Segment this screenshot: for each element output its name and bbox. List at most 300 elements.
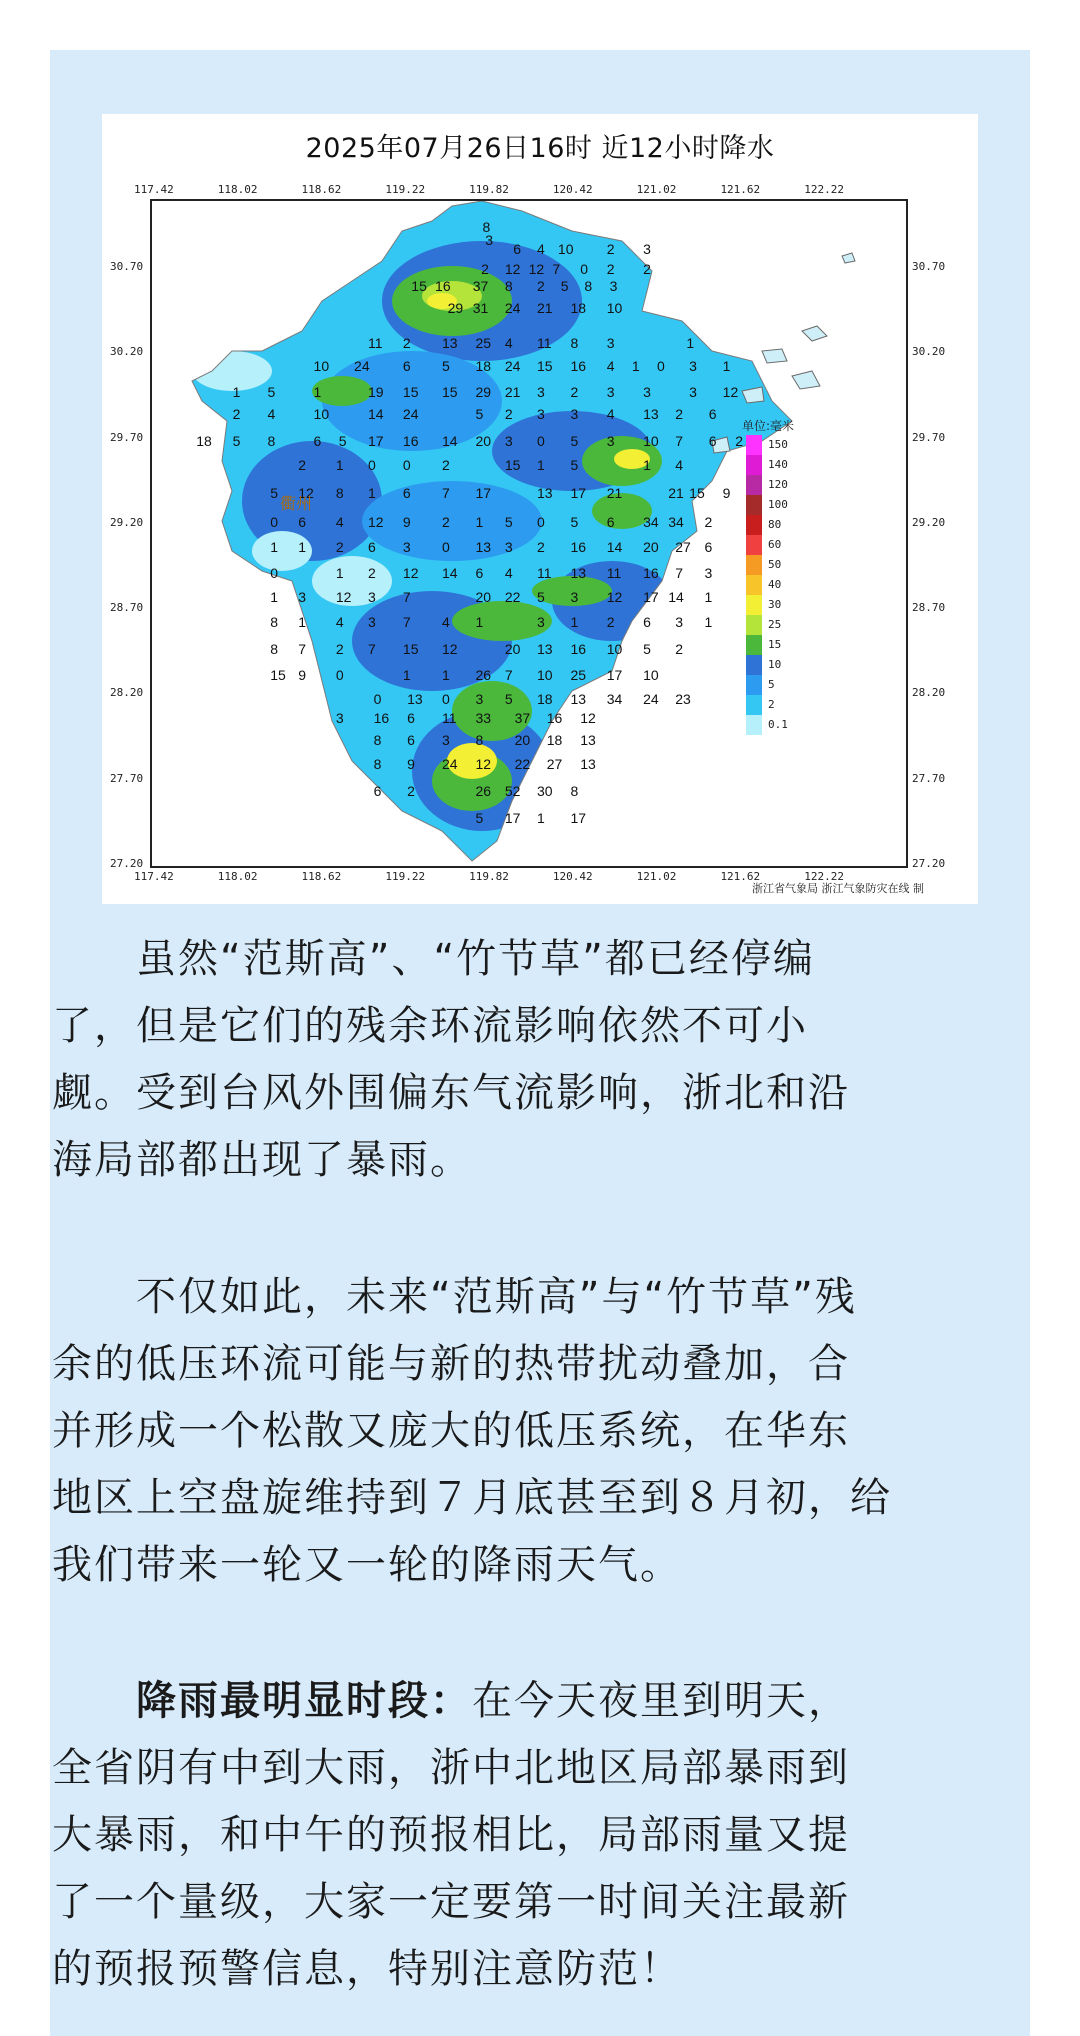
station-value: 3 [606, 334, 615, 351]
lat-tick-right: 27.20 [912, 857, 946, 870]
lon-tick-bottom: 121.02 [636, 870, 677, 883]
station-value: 0 [442, 690, 450, 707]
station-value: 52 [504, 782, 521, 799]
station-value: 18 [196, 433, 212, 450]
station-value: 2 [643, 261, 651, 278]
map-credit: 浙江省气象局 浙江气象防灾在线 制 [752, 882, 924, 895]
station-value: 15 [442, 383, 458, 400]
station-value: 6 [402, 358, 411, 375]
station-value: 0 [335, 667, 344, 684]
station-value: 20 [504, 641, 521, 658]
station-value: 6 [475, 564, 484, 581]
station-value: 2 [335, 641, 344, 658]
station-value: 21 [536, 300, 553, 317]
lon-tick-top: 118.02 [217, 183, 258, 196]
legend-label: 140 [768, 458, 788, 471]
station-value: 14 [368, 406, 384, 423]
station-value: 10 [643, 433, 659, 450]
station-value: 3 [368, 614, 376, 631]
station-value: 1 [570, 614, 579, 631]
station-value: 2 [675, 406, 683, 423]
station-value: 8 [475, 731, 484, 748]
legend-label: 100 [768, 498, 788, 511]
station-value: 5 [570, 457, 579, 474]
station-value: 15 [270, 667, 286, 684]
station-value: 1 [232, 383, 241, 400]
station-value: 16 [570, 641, 587, 658]
station-value: 21 [668, 484, 684, 501]
lat-tick-left: 29.20 [110, 515, 144, 529]
station-value: 5 [504, 690, 513, 707]
station-value: 3 [643, 383, 651, 400]
city-label-quzhou: 衢州 [280, 496, 313, 513]
station-value: 0 [270, 564, 279, 581]
station-value: 5 [475, 810, 484, 827]
station-value: 5 [504, 513, 513, 530]
legend-swatch [746, 715, 762, 735]
station-value: 10 [643, 667, 659, 684]
station-value: 1 [270, 539, 279, 556]
station-value: 13 [442, 334, 458, 351]
station-value: 18 [475, 358, 492, 375]
station-value: 11 [606, 564, 622, 581]
station-value: 3 [643, 240, 651, 257]
station-value: 12 [298, 484, 314, 501]
station-value: 7 [675, 564, 683, 581]
station-value: 31 [472, 300, 489, 317]
lon-tick-bottom: 119.22 [385, 870, 426, 883]
legend-swatch [746, 555, 762, 575]
station-value: 16 [570, 358, 587, 375]
station-value: 25 [570, 667, 587, 684]
station-value: 6 [643, 614, 651, 631]
legend-swatch [746, 455, 762, 475]
station-value: 17 [570, 810, 587, 827]
legend-swatch [746, 435, 762, 455]
station-value: 16 [373, 709, 390, 726]
lat-tick-right: 28.20 [912, 686, 946, 700]
lon-tick-bottom: 120.42 [552, 870, 593, 883]
legend-label: 10 [768, 658, 782, 671]
legend-label: 120 [768, 478, 788, 491]
station-value: 26 [475, 782, 492, 799]
station-value: 15 [689, 484, 705, 501]
station-value: 5 [570, 513, 579, 530]
station-value: 12 [402, 564, 419, 581]
station-value: 0 [368, 457, 376, 474]
station-value: 11 [442, 709, 457, 726]
station-value: 3 [485, 232, 494, 249]
station-value: 30 [536, 782, 553, 799]
station-value: 3 [298, 588, 306, 605]
station-value: 20 [475, 588, 492, 605]
station-value: 12 [528, 261, 545, 278]
station-value: 10 [606, 300, 623, 317]
station-value: 0 [536, 513, 545, 530]
station-value: 6 [402, 484, 411, 501]
station-value: 3 [402, 539, 411, 556]
station-value: 3 [689, 383, 697, 400]
station-value: 8 [267, 433, 276, 450]
station-value: 2 [606, 614, 615, 631]
station-value: 3 [335, 709, 344, 726]
station-value: 1 [368, 484, 376, 501]
lat-tick-left: 30.70 [110, 260, 144, 274]
station-value: 3 [368, 588, 376, 605]
station-value: 6 [313, 433, 322, 450]
station-value: 1 [442, 667, 450, 684]
station-value: 29 [475, 383, 492, 400]
station-value: 7 [402, 588, 411, 605]
station-value: 2 [735, 433, 744, 450]
paragraph-1-line-4: 海局部都出现了暴雨。 [52, 1137, 472, 1183]
station-value: 13 [580, 755, 596, 772]
station-value: 2 [606, 240, 615, 257]
station-value: 4 [536, 240, 545, 257]
station-value: 1 [335, 564, 344, 581]
station-value: 12 [335, 588, 352, 605]
station-value: 0 [373, 690, 382, 707]
station-value: 8 [270, 641, 279, 658]
station-value: 7 [675, 433, 683, 450]
station-value: 10 [313, 406, 330, 423]
station-value: 6 [708, 433, 717, 450]
station-value: 4 [504, 334, 513, 351]
station-value: 21 [504, 383, 521, 400]
legend-swatch [746, 575, 762, 595]
paragraph-3-line-2: 全省阴有中到大雨，浙中北地区局部暴雨到 [52, 1745, 850, 1791]
lon-tick-bottom: 117.42 [134, 870, 174, 883]
station-value: 2 [606, 261, 615, 278]
station-value: 5 [560, 278, 569, 295]
station-value: 4 [606, 406, 615, 423]
lon-tick-bottom: 119.82 [469, 870, 509, 883]
station-value: 8 [335, 484, 344, 501]
station-value: 17 [368, 433, 384, 450]
station-value: 2 [368, 564, 376, 581]
station-value: 5 [475, 406, 484, 423]
station-value: 1 [298, 539, 306, 556]
station-value: 27 [675, 539, 691, 556]
station-value: 3 [570, 406, 579, 423]
lon-tick-top: 121.62 [720, 183, 761, 196]
legend-label: 150 [768, 438, 788, 451]
station-value: 6 [606, 513, 615, 530]
station-value: 13 [536, 641, 553, 658]
station-value: 10 [536, 667, 553, 684]
station-value: 5 [643, 641, 651, 658]
lon-tick-bottom: 118.02 [217, 870, 258, 883]
paragraph-3-line-5: 的预报预警信息，特别注意防范！ [52, 1946, 682, 1992]
station-value: 9 [298, 667, 306, 684]
map-title: 2025年07月26日16时 近12小时降水 [305, 133, 775, 164]
station-value: 1 [270, 588, 279, 605]
station-value: 5 [536, 588, 545, 605]
station-value: 11 [536, 334, 552, 351]
station-value: 3 [536, 614, 545, 631]
station-value: 37 [514, 709, 531, 726]
lat-tick-left: 30.20 [110, 345, 144, 359]
station-value: 4 [504, 564, 513, 581]
station-value: 2 [570, 383, 579, 400]
station-value: 15 [536, 358, 553, 375]
station-value: 8 [482, 218, 491, 235]
station-value: 9 [402, 513, 411, 530]
station-value: 12 [504, 261, 521, 278]
station-value: 5 [570, 433, 579, 450]
station-value: 3 [704, 564, 713, 581]
station-value: 2 [442, 513, 450, 530]
station-value: 4 [606, 358, 615, 375]
lat-tick-right: 29.70 [912, 430, 946, 444]
paragraph-3-line-3: 大暴雨，和中午的预报相比，局部雨量又提 [52, 1812, 850, 1858]
station-value: 1 [722, 358, 731, 375]
station-value: 24 [354, 358, 370, 375]
station-value: 2 [298, 457, 306, 474]
station-value: 23 [675, 690, 691, 707]
station-value: 11 [368, 334, 383, 351]
station-value: 19 [368, 383, 384, 400]
station-value: 1 [475, 513, 484, 530]
station-value: 1 [536, 457, 545, 474]
legend-swatch [746, 535, 762, 555]
lat-tick-left: 28.70 [110, 601, 144, 615]
station-value: 6 [368, 539, 376, 556]
station-value: 17 [475, 484, 492, 501]
station-value: 17 [606, 667, 623, 684]
station-value: 5 [270, 484, 279, 501]
legend-swatch [746, 615, 762, 635]
station-value: 6 [373, 782, 382, 799]
station-value: 5 [267, 383, 276, 400]
station-value: 17 [643, 588, 659, 605]
station-value: 4 [335, 513, 344, 530]
station-value: 15 [402, 641, 419, 658]
station-value: 14 [606, 539, 623, 556]
lon-tick-top: 121.02 [636, 183, 677, 196]
station-value: 12 [722, 383, 739, 400]
paragraph-3-line-4: 了一个量级，大家一定要第一时间关注最新 [52, 1879, 850, 1925]
station-value: 13 [407, 690, 423, 707]
station-value: 2 [536, 278, 545, 295]
station-value: 3 [442, 731, 450, 748]
station-value: 1 [475, 614, 484, 631]
station-value: 24 [402, 406, 419, 423]
station-value: 20 [475, 433, 492, 450]
legend-swatch [746, 475, 762, 495]
paragraph-1-line-2: 了，但是它们的残余环流影响依然不可小 [52, 1003, 808, 1049]
legend-swatch [746, 595, 762, 615]
paragraph-1 [52, 926, 928, 1194]
legend-swatch [746, 695, 762, 715]
station-value: 18 [536, 690, 553, 707]
station-value: 20 [643, 539, 659, 556]
station-value: 13 [643, 406, 659, 423]
station-value: 13 [570, 690, 587, 707]
lat-tick-right: 27.70 [912, 771, 946, 785]
station-value: 7 [552, 261, 561, 278]
legend-label: 2 [768, 698, 775, 711]
station-value: 3 [675, 614, 683, 631]
station-value: 3 [609, 278, 618, 295]
paragraph-2-line-2: 余的低压环流可能与新的热带扰动叠加，合 [52, 1341, 850, 1387]
legend-swatch [746, 675, 762, 695]
station-value: 29 [447, 300, 464, 317]
legend-label: 0.1 [768, 718, 788, 731]
lat-tick-left: 28.20 [110, 686, 144, 700]
station-value: 7 [368, 641, 376, 658]
station-value: 6 [513, 240, 522, 257]
station-value: 8 [270, 614, 279, 631]
legend-title: 单位:毫米 [742, 419, 795, 433]
station-value: 24 [504, 300, 521, 317]
station-value: 12 [442, 641, 458, 658]
station-value: 14 [442, 433, 458, 450]
station-value: 1 [631, 358, 640, 375]
station-value: 34 [606, 690, 623, 707]
station-value: 5 [338, 433, 347, 450]
station-value: 3 [536, 406, 545, 423]
station-value: 16 [402, 433, 419, 450]
station-value: 1 [402, 667, 411, 684]
station-value: 1 [335, 457, 344, 474]
station-value: 3 [606, 383, 615, 400]
station-value: 4 [675, 457, 683, 474]
station-value: 24 [442, 755, 458, 772]
station-value: 3 [689, 358, 697, 375]
lat-tick-right: 28.70 [912, 601, 946, 615]
station-value: 5 [232, 433, 241, 450]
station-value: 7 [504, 667, 513, 684]
station-value: 0 [270, 513, 279, 530]
station-value: 8 [570, 782, 579, 799]
station-value: 3 [504, 539, 513, 556]
legend-swatch [746, 515, 762, 535]
station-value: 22 [514, 755, 531, 772]
paragraph-2 [52, 1264, 928, 1599]
station-value: 0 [580, 261, 589, 278]
station-value: 37 [472, 278, 489, 295]
station-value: 2 [407, 782, 415, 799]
lat-tick-left: 27.20 [110, 857, 144, 870]
lon-tick-top: 119.82 [469, 183, 509, 196]
station-value: 2 [335, 539, 344, 556]
highlight-heading: 降雨最明显时段： [136, 1678, 472, 1724]
station-value: 16 [643, 564, 659, 581]
station-value: 9 [722, 484, 731, 501]
paragraph-2-line-1: 不仅如此，未来“范斯高”与“竹节草”残 [52, 1274, 857, 1320]
station-value: 12 [475, 755, 492, 772]
station-value: 1 [313, 383, 322, 400]
station-value: 8 [504, 278, 513, 295]
station-value: 3 [504, 433, 513, 450]
lon-tick-top: 117.42 [134, 183, 174, 196]
station-value: 8 [570, 334, 579, 351]
station-value: 17 [504, 810, 521, 827]
station-value: 10 [313, 358, 330, 375]
station-value: 1 [536, 810, 545, 827]
station-value: 15 [402, 383, 419, 400]
station-value: 15 [504, 457, 521, 474]
station-value: 27 [546, 755, 563, 772]
legend-label: 40 [768, 578, 782, 591]
legend-label: 5 [768, 678, 775, 691]
station-value: 26 [475, 667, 492, 684]
station-value: 1 [643, 457, 651, 474]
station-value: 10 [557, 240, 574, 257]
station-value: 20 [514, 731, 531, 748]
lon-tick-bottom: 122.22 [804, 870, 844, 883]
station-value: 18 [570, 300, 587, 317]
station-value: 17 [570, 484, 587, 501]
station-value: 2 [232, 406, 241, 423]
paragraph-3-line-1 [52, 1668, 928, 1735]
lon-tick-bottom: 121.62 [720, 870, 761, 883]
legend-swatch [746, 495, 762, 515]
station-value: 9 [407, 755, 415, 772]
station-value: 2 [442, 457, 450, 474]
legend-label: 25 [768, 618, 782, 631]
station-value: 12 [606, 588, 623, 605]
station-value: 13 [570, 564, 587, 581]
station-value: 3 [536, 383, 545, 400]
station-value: 12 [580, 709, 596, 726]
legend-label: 15 [768, 638, 782, 651]
station-value: 14 [442, 564, 458, 581]
lon-tick-top: 120.42 [552, 183, 593, 196]
station-value: 2 [481, 261, 489, 278]
station-value: 15 [411, 278, 427, 295]
station-value: 16 [546, 709, 563, 726]
station-value: 2 [402, 334, 411, 351]
station-value: 0 [657, 358, 665, 375]
station-value: 10 [606, 641, 623, 658]
station-value: 2 [704, 513, 713, 530]
station-value: 24 [504, 358, 521, 375]
station-value: 16 [570, 539, 587, 556]
station-value: 13 [580, 731, 596, 748]
map-plot-area [150, 199, 908, 868]
lat-tick-right: 29.20 [912, 515, 946, 529]
station-value: 11 [536, 564, 552, 581]
station-value: 12 [368, 513, 384, 530]
station-value: 7 [402, 614, 411, 631]
station-value: 24 [643, 690, 659, 707]
station-value: 0 [402, 457, 411, 474]
station-value: 3 [570, 588, 579, 605]
lat-tick-right: 30.20 [912, 345, 946, 359]
station-value: 16 [435, 278, 451, 295]
paragraph-3-first-text: 在今天夜里到明天， [472, 1678, 850, 1724]
station-value: 2 [536, 539, 545, 556]
station-value: 5 [442, 358, 450, 375]
paragraph-3 [52, 1668, 928, 2003]
station-value: 0 [442, 539, 450, 556]
paragraph-1-line-1: 虽然“范斯高”、“竹节草”都已经停编 [52, 936, 815, 982]
station-value: 6 [298, 513, 306, 530]
station-value: 34 [668, 513, 684, 530]
station-value: 33 [475, 709, 492, 726]
station-value: 1 [704, 588, 713, 605]
station-value: 6 [407, 731, 415, 748]
paragraph-2-line-5: 我们带来一轮又一轮的降雨天气。 [52, 1542, 682, 1588]
station-value: 1 [704, 614, 713, 631]
station-value: 7 [442, 484, 450, 501]
precipitation-map [102, 114, 978, 904]
station-value: 8 [584, 278, 593, 295]
paragraph-2-line-3: 并形成一个松散又庞大的低压系统，在华东 [52, 1408, 850, 1454]
lon-tick-top: 122.22 [804, 183, 844, 196]
